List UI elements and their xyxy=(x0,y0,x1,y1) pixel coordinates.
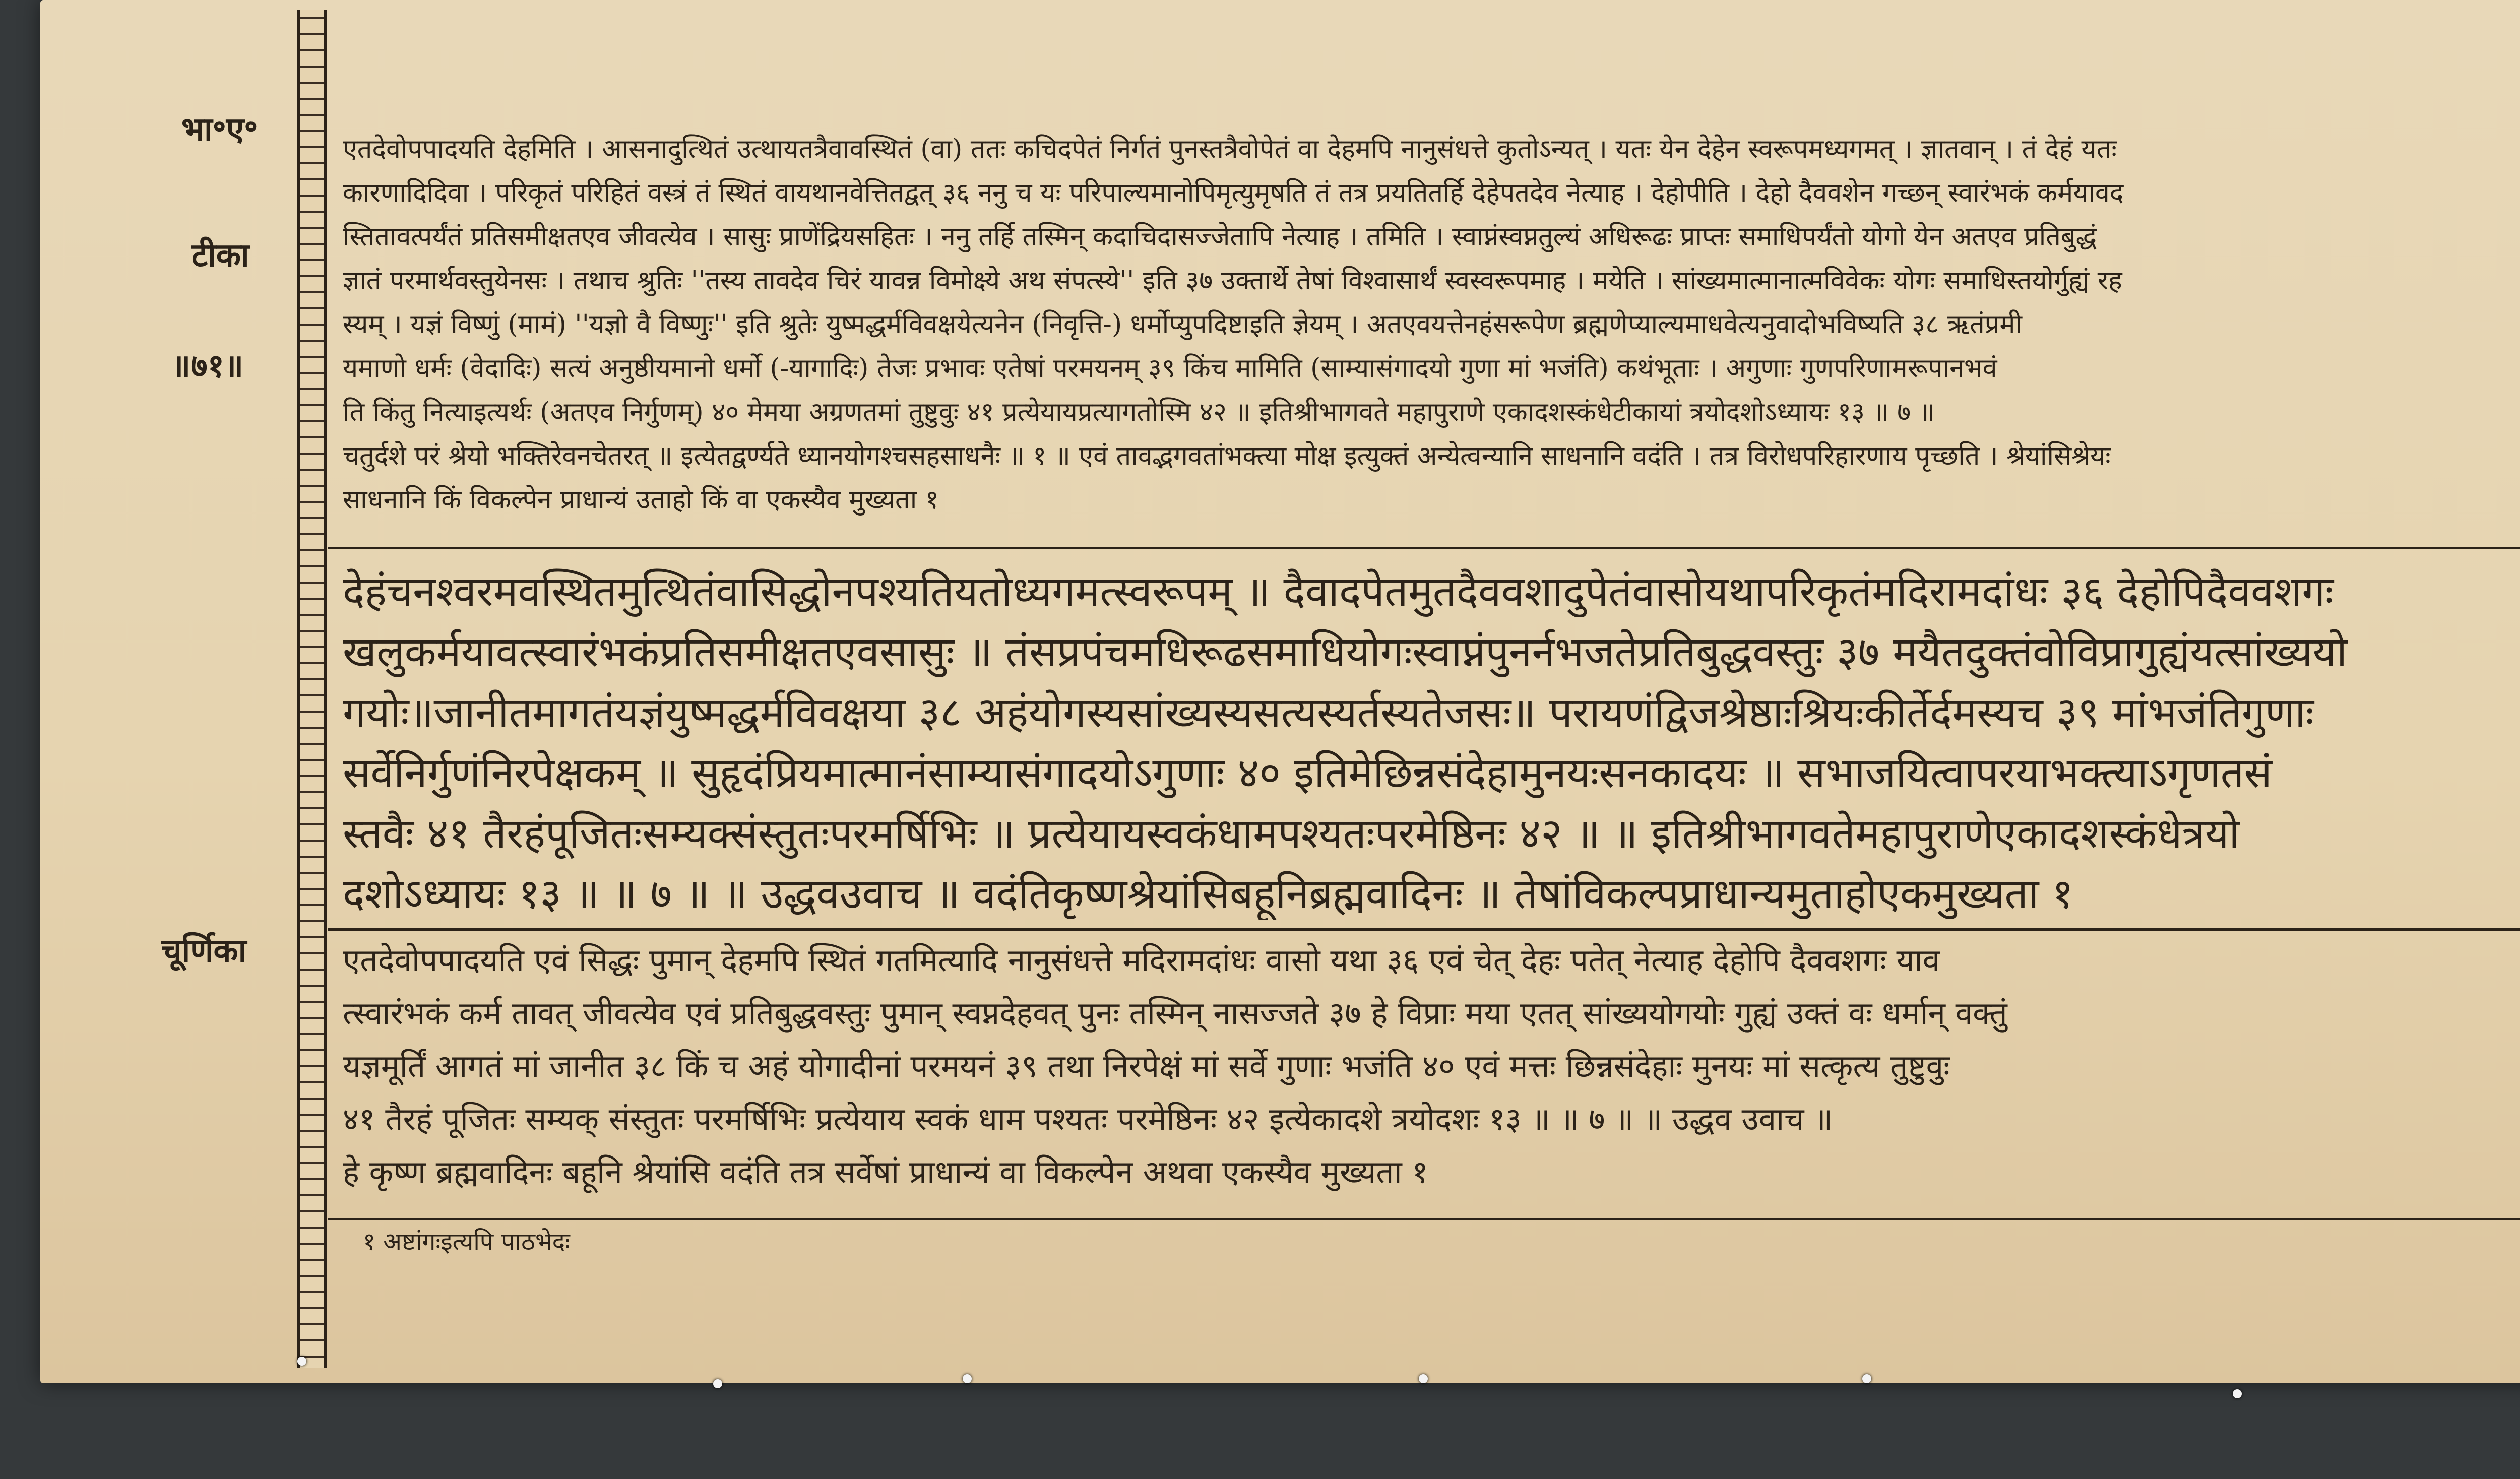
pin xyxy=(963,1374,972,1383)
tika-line: ज्ञातं परमार्थवस्तुयेनसः । तथाच श्रुतिः ''तस्य तावदेव चिरं यावन्न विमोक्ष्ये अथ संपत्स्ये'' इति ३७ उक्तार्थे तेषां विश्वासार्थं स्वस्वरूपमाह । मयेति । सांख्यमात्मानात्मविवेकः योगः समाधिस्तयोर्गुह्यं रह xyxy=(343,266,2122,296)
tika-line: यमाणो धर्मः (वेदादिः) सत्यं अनुष्ठीयमानो धर्मो (-यागादिः) तेजः प्रभावः एतेषां परमयनम् ३९ किंच मामिति (साम्यासंगादयो गुणा मां भजंति) कथंभूताः । अगुणाः गुणपरिणामरूपानभवं xyxy=(343,353,1997,383)
pin xyxy=(2233,1389,2242,1398)
tika-line: स्तितावत्पर्यंतं प्रतिसमीक्षतएव जीवत्येव । सासुः प्राणेंद्रियसहितः । ननु तर्हि तस्मिन् कदाचिदासज्जेतापि नेत्याह । तमिति । स्वाप्नंस्वप्नतुल्यं अधिरूढः प्राप्तः समाधिपर्यंतो योगो येन अतएव प्रतिबुद्धं xyxy=(343,222,2097,252)
churnika-line: ४१ तैरहं पूजितः सम्यक् संस्तुतः परमर्षिभिः प्रत्येयाय स्वकं धाम पश्यतः परमेष्ठिनः ४२ इत्येकादशे त्रयोदशः १३ ॥ ॥ ७ ॥ ॥ उद्धव उवाच ॥ xyxy=(343,1101,1833,1137)
tika-line: एतदेवोपपादयति देहमिति । आसनादुत्थितं उत्थायतत्रैवावस्थितं (वा) ततः कचिदपेतं निर्गतं पुनस्तत्रैवोपेतं वा देहमपि नानुसंधत्ते कुतोऽन्यत् । यतः येन देहेन स्वरूपमध्यगमत् । ज्ञातवान् । तं देहं यतः xyxy=(343,134,2117,164)
churnika-line: एतदेवोपपादयति एवं सिद्धः पुमान् देहमपि स्थितं गतमित्यादि नानुसंधत्ते मदिरामदांधः वासो यथा ३६ एवं चेत् देहः पतेत् नेत्याह देहोपि दैववशगः याव xyxy=(343,942,1940,979)
mula-line: स्तवैः ४१ तैरहंपूजितःसम्यक्संस्तुतःपरमर्षिभिः ॥ प्रत्येयायस्वकंधामपश्यतःपरमेष्ठिनः ४२ ॥ ॥ इतिश्रीभागवतेमहापुराणेएकादशस्कंधेत्रयो xyxy=(343,810,2240,858)
margin-bha: भा॰ए॰ xyxy=(181,110,258,148)
margin-page-left: ॥७१॥ xyxy=(171,347,244,385)
churnika-line: यज्ञमूर्तिं आगतं मां जानीत ३८ किं च अहं योगादीनां परमयनं ३९ तथा निरपेक्षं मां सर्वे गुणाः भजंति ४० एवं मत्तः छिन्नसंदेहाः मुनयः मां सत्कृत्य तुष्टुवुः xyxy=(343,1048,1950,1084)
left-border-band xyxy=(297,10,327,1368)
footnote: १ अष्टांगःइत्यपि पाठभेदः xyxy=(363,1228,570,1256)
pin xyxy=(1862,1374,1871,1383)
mula-line: सर्वेनिर्गुणंनिरपेक्षकम् ॥ सुहृदंप्रियमात्मानंसाम्यासंगादयोऽगुणाः ४० इतिमेछिन्नसंदेहामुनयःसनकादयः ॥ सभाजयित्वापरयाभक्त्याऽगृणतसं xyxy=(343,749,2272,797)
mula-line: देहंचनश्वरमवस्थितमुत्थितंवासिद्धोनपश्यतियतोध्यगमत्स्वरूपम् ॥ दैवादपेतमुतदैववशादुपेतंवासोयथापरिकृतंमदिरामदांधः ३६ देहोपिदैववशगः xyxy=(343,568,2334,616)
tika-line: स्यम् । यज्ञं विष्णुं (मामं) ''यज्ञो वै विष्णुः'' इति श्रुतेः युष्मद्धर्मविवक्षयेत्यनेन (निवृत्ति-) धर्मोप्युपदिष्टाइति ज्ञेयम् । अतएवयत्तेनहंसरूपेण ब्रह्मणेप्याल्यमाधवेत्यनुवादोभविष्यति ३८ ऋतंप्रमी xyxy=(343,309,2022,340)
margin-tika-label: टीका xyxy=(192,236,249,274)
tika-line: कारणादिदिवा । परिकृतं परिहितं वस्त्रं तं स्थितं वायथानवेत्तितद्वत् ३६ ननु च यः परिपाल्यमानोपिमृत्युमृषति तं तत्र प्रयतितर्हि देहेपतदेव नेत्याह । देहोपीति । देहो दैववशेन गच्छन् स्वारंभकं कर्मयावद xyxy=(343,178,2124,208)
churnika-line: त्स्वारंभकं कर्म तावत् जीवत्येव एवं प्रतिबुद्धवस्तुः पुमान् स्वप्नदेहवत् पुनः तस्मिन् नासज्जते ३७ हे विप्राः मया एतत् सांख्ययोगयोः गुह्यं उक्तं वः धर्मान् वक्तुं xyxy=(343,995,2007,1032)
mula-line: गयोः॥जानीतमागतंयज्ञंयुष्मद्धर्मविवक्षया ३८ अहंयोगस्यसांख्यस्यसत्यस्यर्तस्यतेजसः॥ परायणंद्विजश्रेष्ठाःश्रियःकीर्तेर्दमस्यच ३९ मांभजंतिगुणाः xyxy=(343,689,2314,737)
margin-churnika-label: चूर्णिका xyxy=(161,932,247,970)
tika-line: ति किंतु नित्याइत्यर्थः (अतएव निर्गुणम्) ४० मेमया अग्रणतमां तुष्टुवुः ४१ प्रत्येयायप्रत्यागतोस्मि ४२ ॥ इतिश्रीभागवते महापुराणे एकादशस्कंधेटीकायां त्रयोदशोऽध्यायः १३ ॥ ७ ॥ xyxy=(343,397,1935,427)
pin xyxy=(713,1379,722,1388)
separator-footnote xyxy=(328,1218,2520,1220)
mula-line: दशोऽध्यायः १३ ॥ ॥ ७ ॥ ॥ उद्धवउवाच ॥ वदंतिकृष्णश्रेयांसिबहूनिब्रह्मवादिनः ॥ तेषांविकल्पप्राधान्यमुताहोएकमुख्यता १ xyxy=(343,870,2074,918)
manuscript-page xyxy=(40,0,2520,1383)
mula-line: खलुकर्मयावत्स्वारंभकंप्रतिसमीक्षतएवसासुः ॥ तंसप्रपंचमधिरूढसमाधियोगःस्वाप्नंपुनर्नभजतेप्रतिबुद्धवस्तुः ३७ मयैतदुक्तंवोविप्रागुह्यंयत्सांख्ययो xyxy=(343,628,2348,676)
tika-line: साधनानि किं विकल्पेन प्राधान्यं उताहो किं वा एकस्यैव मुख्यता १ xyxy=(343,485,939,515)
churnika-line: हे कृष्ण ब्रह्मवादिनः बहूनि श्रेयांसि वदंति तत्र सर्वेषां प्राधान्यं वा विकल्पेन अथवा एकस्यैव मुख्यता १ xyxy=(343,1153,1428,1190)
separator-mula xyxy=(328,928,2520,931)
separator-tika xyxy=(328,547,2520,549)
pin xyxy=(297,1357,306,1366)
tika-line: चतुर्दशे परं श्रेयो भक्तिरेवनचेतरत् ॥ इत्येतद्वर्ण्यते ध्यानयोगश्चसहसाधनैः ॥ १ ॥ एवं तावद्भगवतांभक्त्या मोक्ष इत्युक्तं अन्येत्वन्यानि साधनानि वदंति । तत्र विरोधपरिहारणाय पृच्छति । श्रेयांसिश्रेयः xyxy=(343,441,2111,471)
pin xyxy=(1419,1374,1428,1383)
